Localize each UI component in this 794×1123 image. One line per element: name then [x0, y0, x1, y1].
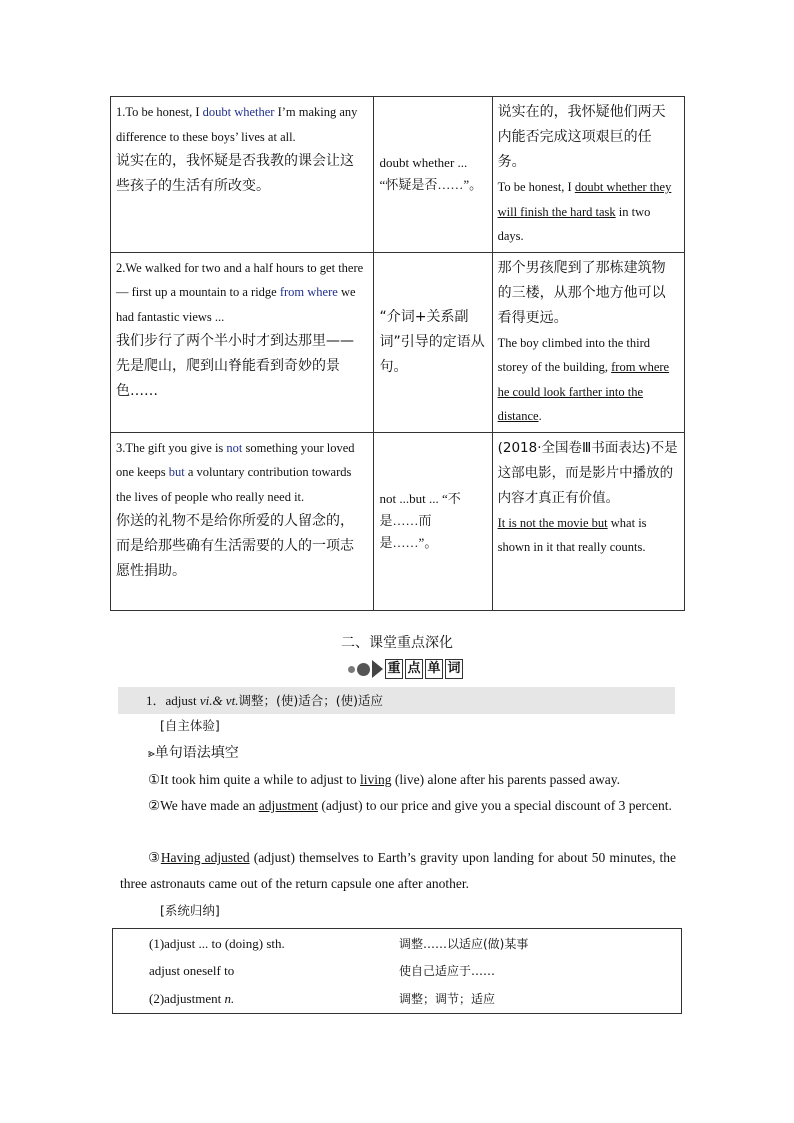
key-phrase: doubt whether — [202, 105, 275, 119]
answer-underlined: from where he could look farther into the distance — [497, 360, 670, 423]
summary-meaning: 调整……以适应(做)某事 — [399, 937, 529, 951]
usage-note-cell: “介词+关系副词”引导的定语从句。 — [373, 252, 492, 432]
exercise-item: ①It took him quite a while to adjust to living (live) alone after his parents passed away. — [148, 772, 621, 787]
summary-phrase: adjust oneself to — [149, 963, 235, 979]
summary-phrase: (2)adjustment n. — [149, 990, 235, 1006]
dot-icon — [357, 663, 370, 676]
banner-char: 单 — [425, 659, 443, 679]
summary-phrase: (1)adjust ... to (doing) sth. — [149, 936, 285, 951]
arrow-right-icon — [372, 660, 383, 678]
answer-underlined: doubt whether they will finish the hard task — [497, 180, 672, 219]
part-of-speech: vi.& vt. — [199, 693, 239, 708]
example-sentence-table — [110, 96, 685, 611]
key-phrase: not — [226, 440, 243, 455]
usage-note-cell: not ...but ... “不是……而是……”。 — [373, 432, 492, 610]
practice-chinese: (2018·全国卷Ⅲ书面表达)不是这部电影，而是影片中播放的内容才真正有价值。 — [497, 439, 678, 506]
word-meaning: 调整；(使)适合；(使)适应 — [238, 693, 383, 708]
section-title: 二、课堂重点深化 — [341, 635, 453, 651]
summary-meaning: 使自己适应于…… — [399, 964, 496, 979]
summary-box — [112, 928, 682, 1014]
summary-label: [系统归纳] — [160, 903, 220, 918]
banner-char: 点 — [405, 659, 423, 679]
practice-sentence-cell: 说实在的，我怀疑他们两天内能否完成这项艰巨的任务。 To be honest, I doubt whether they will finish the hard task in two days. — [492, 97, 684, 253]
example-sentence-cell: 2.We walked for two and a half hours to get there — first up a mountain to a ridge from where we had fantastic views ... 我们步行了两个半小时才到达那里——先是爬山，爬到山脊能看到奇妙的景色…… — [111, 252, 374, 432]
table-row — [111, 432, 685, 610]
practice-chinese: 那个男孩爬到了那栋建筑物的三楼，从那个地方他可以看得更远。 — [497, 259, 666, 326]
word-heading: 1．adjust vi.& vt.调整；(使)适合；(使)适应 — [118, 687, 675, 714]
answer-underlined: Having adjusted — [160, 850, 250, 865]
banner-char: 重 — [385, 659, 403, 679]
exercise-item: ②We have made an adjustment (adjust) to our price and give you a special discount of 3 percent. — [148, 798, 672, 813]
example-sentence-cell: 1.To be honest, I doubt whether I’m making any difference to these boys’ lives at all. 说实在的，我怀疑是否我教的课会让这些孩子的生活有所改变。 — [111, 97, 374, 253]
practice-sentence-cell: (2018·全国卷Ⅲ书面表达)不是这部电影，而是影片中播放的内容才真正有价值。 It is not the movie but what is shown in it that really counts. — [492, 432, 684, 610]
usage-note-cell: doubt whether ... “怀疑是否……”。 — [373, 97, 492, 253]
key-phrase: but — [168, 465, 185, 479]
answer-underlined: living — [359, 772, 392, 787]
answer-underlined: It is not the movie but — [497, 515, 608, 530]
summary-row — [113, 929, 682, 959]
dot-icon — [348, 666, 355, 673]
practice-sentence-cell: 那个男孩爬到了那栋建筑物的三楼，从那个地方他可以看得更远。 The boy climbed into the third storey of the building, from where he could look farther into the distance. — [492, 252, 684, 432]
summary-row — [113, 986, 682, 1014]
fill-blank-heading: ⪢单句语法填空 — [148, 745, 239, 761]
summary-row — [113, 958, 682, 985]
answer-underlined: adjustment — [258, 798, 318, 813]
banner-char: 词 — [445, 659, 463, 679]
self-check-label: [自主体验] — [160, 718, 220, 733]
practice-chinese: 说实在的，我怀疑他们两天内能否完成这项艰巨的任务。 — [497, 104, 666, 170]
arrow-marker-icon: ⪢ — [148, 746, 155, 760]
key-words-banner — [348, 656, 463, 682]
table-row — [111, 252, 685, 432]
translation-text: 你送的礼物不是给你所爱的人留念的，而是给那些确有生活需要的人的一项志愿性捐助。 — [116, 513, 354, 579]
summary-meaning: 调整；调节；适应 — [399, 991, 496, 1006]
translation-text: 说实在的，我怀疑是否我教的课会让这些孩子的生活有所改变。 — [116, 153, 354, 194]
key-phrase: from where — [279, 285, 338, 299]
table-row — [111, 97, 685, 253]
example-sentence-cell: 3.The gift you give is not something your loved one keeps but a voluntary contribution towards the lives of people who really need it. 你送的礼物不是给你所爱的人留念的，而是给那些确有生活需要的人的一项志愿性捐助。 — [111, 432, 374, 610]
exercise-item: ③Having adjusted (adjust) themselves to Earth’s gravity upon landing for about 50 minutes, the three astronauts came out of the return capsule one after another. — [120, 850, 677, 891]
translation-text: 我们步行了两个半小时才到达那里——先是爬山，爬到山脊能看到奇妙的景色…… — [116, 333, 354, 399]
